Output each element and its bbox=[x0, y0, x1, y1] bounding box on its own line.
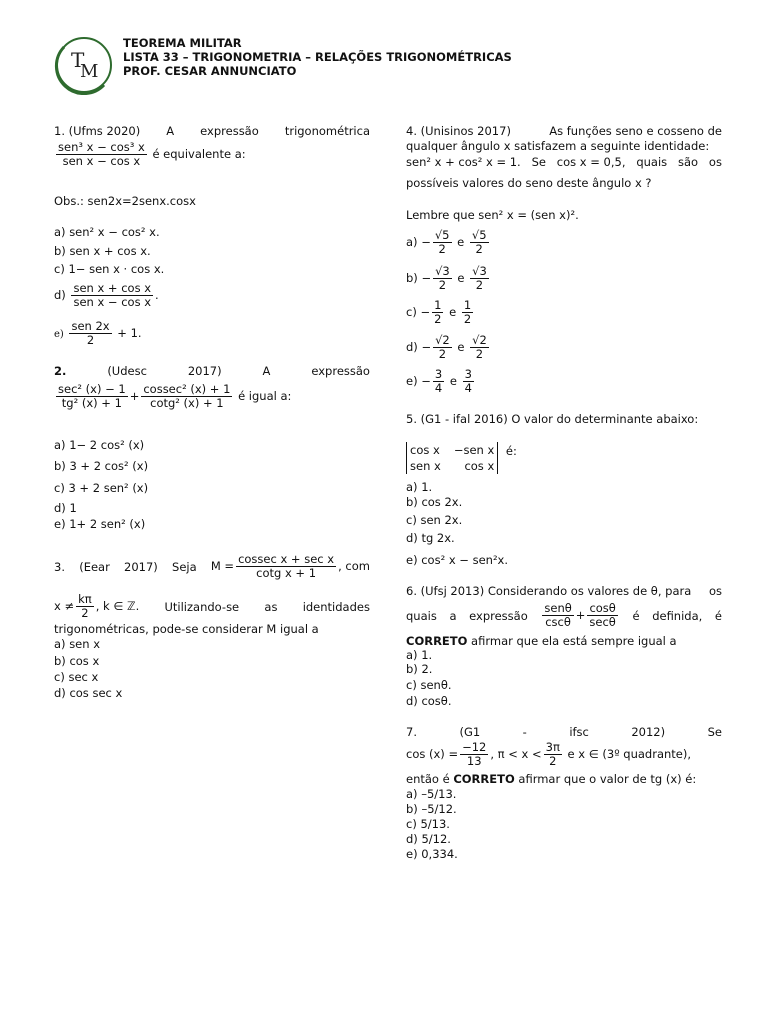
q1-word: expressão bbox=[200, 124, 259, 138]
q1-obs: Obs.: sen2x=2senx.cosx bbox=[54, 194, 196, 208]
q4-option-d: d) − $\frac{√2}{2}$ e $\frac{√2}{2}$ bbox=[406, 333, 487, 361]
q1-option-a: a) sen² x − cos² x. bbox=[54, 225, 160, 239]
q1-tail: é equivalente a: bbox=[152, 147, 246, 161]
q7-option-c: c) 5/13. bbox=[406, 817, 450, 831]
q3-word: Seja bbox=[172, 559, 197, 574]
q3-option-a: a) sen x bbox=[54, 637, 101, 651]
q4-option-c: c) − $\frac{1}{2}$ e $\frac{1}{2}$ bbox=[406, 298, 472, 326]
q5-option-e: e) cos² x − sen²x. bbox=[406, 553, 509, 567]
q2-source: (Udesc bbox=[107, 364, 147, 378]
header-title: TEOREMA MILITAR bbox=[123, 36, 242, 50]
q1-word: trigonométrica bbox=[284, 124, 370, 138]
q5-determinant: cos x −sen x sen x cos x é: bbox=[406, 442, 517, 474]
q2-word: A bbox=[262, 364, 271, 378]
q7-option-d: d) 5/12. bbox=[406, 832, 451, 846]
q2-option-b: b) 3 + 2 cos² (x) bbox=[54, 459, 149, 473]
svg-text:M: M bbox=[80, 61, 99, 82]
q4-option-b: b) − $\frac{√3}{2}$ e $\frac{√3}{2}$ bbox=[406, 264, 487, 292]
q7-heading: 7. (G1 - ifsc 2012) Se bbox=[406, 725, 722, 739]
q4-option-e: e) − $\frac{3}{4}$ e $\frac{3}{4}$ bbox=[406, 367, 472, 395]
header-professor: PROF. CESAR ANNUNCIATO bbox=[123, 64, 297, 78]
q5-option-b: b) cos 2x. bbox=[406, 495, 463, 509]
q3-year: 2017) bbox=[124, 559, 158, 574]
q5-option-d: d) tg 2x. bbox=[406, 531, 455, 545]
determinant-matrix: cos x −sen x sen x cos x bbox=[406, 442, 498, 474]
q4-line1: 4. (Unisinos 2017) As funções seno e cosseno de bbox=[406, 124, 722, 138]
header-list-title: LISTA 33 – TRIGONOMETRIA – RELAÇÕES TRIGONOMÉTRICAS bbox=[123, 50, 512, 64]
q2-heading bbox=[54, 364, 370, 378]
q7-option-a: a) –5/13. bbox=[406, 787, 457, 801]
q1-fraction: $\frac{\text{sen³ x − cos³ x}}{\text{sen x − cos x}}$ bbox=[58, 140, 145, 168]
q3-option-c: c) sec x bbox=[54, 670, 99, 684]
q2-option-e: e) 1+ 2 sen² (x) bbox=[54, 517, 146, 531]
q4-line3: sen² x + cos² x = 1. Se cos x = 0,5, quais são os bbox=[406, 155, 722, 169]
q1-number: 1. bbox=[54, 124, 65, 138]
q7-line3: então é CORRETO afirmar que o valor de tg (x) é: bbox=[406, 772, 697, 786]
q4-hint: Lembre que sen² x = (sen x)². bbox=[406, 208, 579, 222]
q6-option-b: b) 2. bbox=[406, 662, 433, 676]
q7-option-b: b) –5/12. bbox=[406, 802, 457, 816]
q3-condition: x ≠ $\frac{k\pi}{2}$ , k ∈ ℤ. Utilizando-se as identidades bbox=[54, 592, 370, 620]
q5-line1: 5. (G1 - ifal 2016) O valor do determinante abaixo: bbox=[406, 412, 699, 426]
q2-year: 2017) bbox=[187, 364, 222, 378]
svg-text:T: T bbox=[71, 48, 85, 72]
q4-line2: qualquer ângulo x satisfazem a seguinte identidade: bbox=[406, 139, 710, 153]
q2-word: expressão bbox=[311, 364, 370, 378]
q2-expression: $\frac{\text{sec² (x) − 1}}{\text{tg² (x) + 1}}$ + $\frac{\text{cossec² (x) + 1}}{\text{cotg² (x) + 1}}$ é igual a: bbox=[58, 382, 292, 410]
q3-source: (Eear bbox=[79, 559, 110, 574]
q5-option-c: c) sen 2x. bbox=[406, 513, 463, 527]
q3-heading bbox=[54, 553, 370, 580]
q3-number: 3. bbox=[54, 559, 65, 574]
q7-option-e: e) 0,334. bbox=[406, 847, 458, 861]
q3-formula: M = $\frac{\text{cossec x + sec x}}{\text{cotg x + 1}}$ , com bbox=[210, 552, 370, 580]
q6-line3: CORRETO afirmar que ela está sempre igual a bbox=[406, 634, 677, 648]
q1-heading bbox=[54, 124, 370, 138]
q1-option-b: b) sen x + cos x. bbox=[54, 244, 151, 258]
q1-option-d: d) $\frac{\text{sen x + cos x}}{\text{sen x − cos x}}$ . bbox=[54, 281, 159, 309]
teorema-militar-logo bbox=[54, 35, 114, 95]
q6-line2: quais a expressão $\frac{\text{senθ}}{\csc\theta}$ + $\frac{\cos\theta}{\sec\theta}$ é definida, é bbox=[406, 601, 722, 629]
q3-option-b: b) cos x bbox=[54, 654, 100, 668]
q6-option-a: a) 1. bbox=[406, 648, 433, 662]
q1-expression bbox=[54, 141, 246, 168]
q5-option-a: a) 1. bbox=[406, 480, 433, 494]
q1-option-c: c) 1− sen x · cos x. bbox=[54, 262, 165, 276]
q3-line3: trigonométricas, pode-se considerar M igual a bbox=[54, 622, 319, 636]
q1-option-e: e) $\frac{\text{sen 2x}}{2}$ + 1. bbox=[54, 319, 142, 347]
q6-option-d: d) cosθ. bbox=[406, 694, 452, 708]
q3-option-d: d) cos sec x bbox=[54, 686, 123, 700]
q1-source: (Ufms 2020) bbox=[68, 124, 141, 138]
q6-line1: 6. (Ufsj 2013) Considerando os valores de θ, para os bbox=[406, 584, 722, 598]
q6-option-c: c) senθ. bbox=[406, 678, 452, 692]
q7-condition: cos (x) = $\frac{-12}{13}$ , π < x < $\frac{3\pi}{2}$ e x ∈ (3º quadrante), bbox=[406, 740, 692, 768]
q4-option-a: a) − $\frac{√5}{2}$ e $\frac{√5}{2}$ bbox=[406, 228, 487, 256]
q4-line4: possíveis valores do seno deste ângulo x ? bbox=[406, 176, 652, 190]
q1-word: A bbox=[166, 124, 175, 138]
q2-option-c: c) 3 + 2 sen² (x) bbox=[54, 481, 149, 495]
q2-number: 2. bbox=[54, 364, 67, 378]
q2-option-a: a) 1− 2 cos² (x) bbox=[54, 438, 145, 452]
q2-option-d: d) 1 bbox=[54, 501, 77, 515]
